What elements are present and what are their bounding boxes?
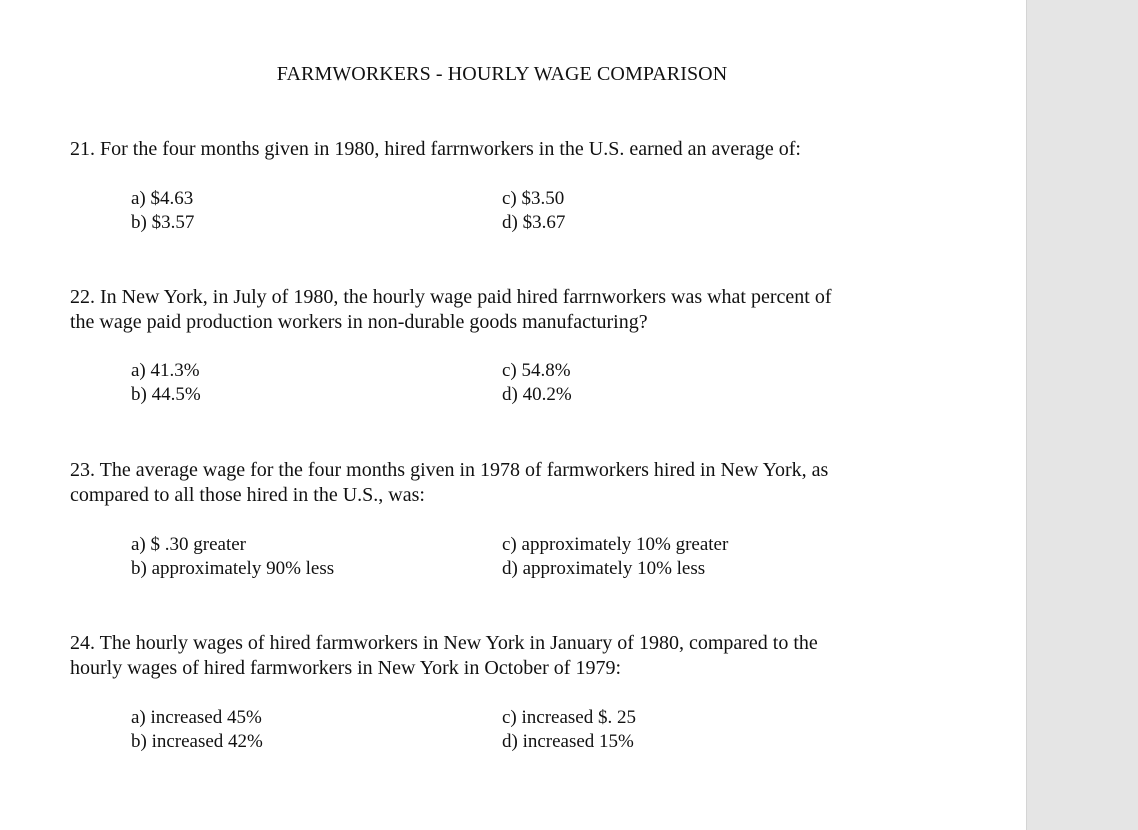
question-21-option-d: d) $3.67: [502, 212, 566, 233]
question-23-stem: [70, 458, 870, 508]
question-24-stem: [70, 631, 870, 681]
question-22-option-b: b) 44.5%: [131, 384, 201, 405]
question-22-options: [70, 359, 870, 409]
question-22-stem-line-1: 22. In New York, in July of 1980, the hourly wage paid hired farrnworkers was what percent of: [70, 286, 832, 308]
viewer-gutter: [1027, 0, 1138, 830]
question-22-option-c: c) 54.8%: [502, 360, 571, 381]
question-22: [70, 285, 870, 409]
question-24-options: [70, 706, 870, 756]
question-24-option-c: c) increased $. 25: [502, 707, 636, 728]
document-title: FARMWORKERS - HOURLY WAGE COMPARISON: [276, 63, 728, 85]
question-24-stem-line-1: 24. The hourly wages of hired farmworkers in New York in January of 1980, compared to the: [70, 632, 818, 654]
question-24-stem-line-2: hourly wages of hired farmworkers in New York in October of 1979:: [70, 657, 621, 679]
question-23: [70, 458, 870, 583]
question-23-stem-line-2: compared to all those hired in the U.S., was:: [70, 484, 425, 506]
question-23-option-c: c) approximately 10% greater: [502, 534, 729, 555]
question-22-stem: [70, 285, 870, 335]
question-24-option-a: a) increased 45%: [131, 707, 262, 728]
question-21-options: [70, 187, 870, 237]
question-24-option-b: b) increased 42%: [131, 731, 263, 752]
question-21-option-c: c) $3.50: [502, 188, 565, 209]
question-21-stem-line-1: 21. For the four months given in 1980, hired farrnworkers in the U.S. earned an average of:: [70, 138, 801, 160]
question-21-stem: [70, 137, 870, 162]
question-22-option-a: a) 41.3%: [131, 360, 200, 381]
question-21-option-b: b) $3.57: [131, 212, 195, 233]
question-23-option-d: d) approximately 10% less: [502, 558, 706, 579]
question-23-option-b: b) approximately 90% less: [131, 558, 335, 579]
question-21-option-a: a) $4.63: [131, 188, 194, 209]
question-24-option-d: d) increased 15%: [502, 731, 634, 752]
question-23-options: [70, 533, 870, 583]
question-23-stem-line-1: 23. The average wage for the four months given in 1978 of farmworkers hired in New York, as: [70, 459, 829, 481]
question-22-option-d: d) 40.2%: [502, 384, 572, 405]
question-24: [70, 631, 870, 756]
question-21: [70, 137, 870, 237]
question-22-stem-line-2: the wage paid production workers in non-durable goods manufacturing?: [70, 311, 648, 333]
question-23-option-a: a) $ .30 greater: [131, 534, 246, 555]
